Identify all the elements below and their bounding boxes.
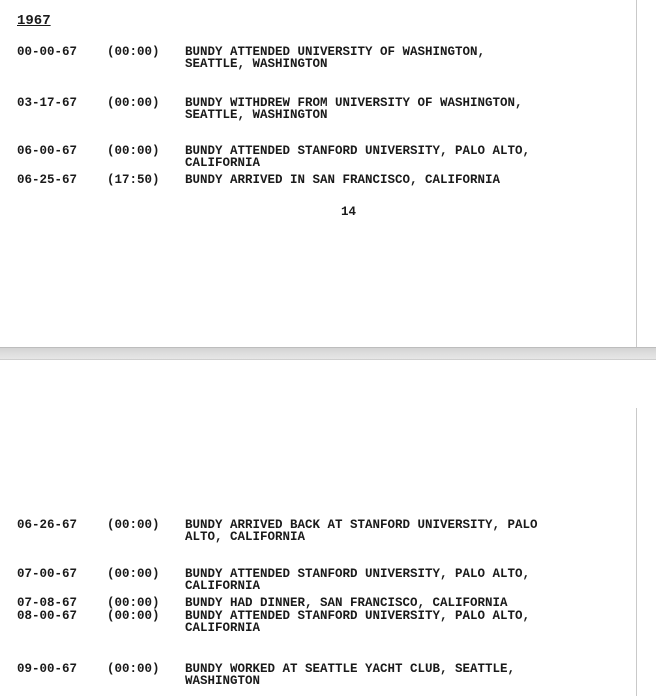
page-number: 14 bbox=[341, 205, 357, 219]
entry-time: (17:50) bbox=[107, 173, 160, 187]
entry-date: 06-26-67 bbox=[17, 518, 78, 532]
entry-date: 06-25-67 bbox=[17, 173, 78, 187]
entry-line: CALIFORNIA bbox=[185, 621, 261, 635]
entry-time: (00:00) bbox=[107, 567, 160, 581]
entry-line: BUNDY ARRIVED BACK AT STANFORD UNIVERSITY, PALO bbox=[185, 518, 538, 532]
entry-description bbox=[185, 97, 523, 121]
entry-line: WASHINGTON bbox=[185, 674, 261, 688]
timeline-entry bbox=[17, 610, 647, 670]
entry-time: (00:00) bbox=[107, 662, 160, 676]
entry-description bbox=[185, 174, 500, 186]
entry-date: 03-17-67 bbox=[17, 96, 78, 110]
entry-line: SEATTLE, WASHINGTON bbox=[185, 57, 328, 71]
entry-line: CALIFORNIA bbox=[185, 156, 261, 170]
entry-line: BUNDY ATTENDED STANFORD UNIVERSITY, PALO ALTO, bbox=[185, 609, 531, 623]
entry-time: (00:00) bbox=[107, 45, 160, 59]
entry-line: BUNDY ARRIVED IN SAN FRANCISCO, CALIFORNIA bbox=[185, 173, 501, 187]
entry-date: 08-00-67 bbox=[17, 609, 78, 623]
entry-description bbox=[185, 519, 538, 543]
year-heading: 1967 bbox=[17, 13, 51, 29]
entry-line: ALTO, CALIFORNIA bbox=[185, 530, 306, 544]
entry-time: (00:00) bbox=[107, 144, 160, 158]
entry-description bbox=[185, 568, 530, 592]
entry-line: BUNDY ATTENDED STANFORD UNIVERSITY, PALO ALTO, bbox=[185, 567, 531, 581]
entry-date: 06-00-67 bbox=[17, 144, 78, 158]
entry-line: SEATTLE, WASHINGTON bbox=[185, 108, 328, 122]
entry-description bbox=[185, 46, 485, 70]
entry-date: 00-00-67 bbox=[17, 45, 78, 59]
timeline-entry bbox=[17, 174, 647, 234]
entry-time: (00:00) bbox=[107, 596, 160, 610]
document-page-1 bbox=[0, 0, 656, 347]
entry-description bbox=[185, 610, 530, 634]
document-page-2 bbox=[0, 360, 656, 696]
entry-description bbox=[185, 663, 515, 687]
entry-line: CALIFORNIA bbox=[185, 579, 261, 593]
entry-line: BUNDY ATTENDED UNIVERSITY OF WASHINGTON, bbox=[185, 45, 486, 59]
entry-time: (00:00) bbox=[107, 609, 160, 623]
entry-line: BUNDY WITHDREW FROM UNIVERSITY OF WASHINGTON, bbox=[185, 96, 523, 110]
entry-line: BUNDY ATTENDED STANFORD UNIVERSITY, PALO ALTO, bbox=[185, 144, 531, 158]
entry-date: 09-00-67 bbox=[17, 662, 78, 676]
entry-time: (00:00) bbox=[107, 96, 160, 110]
entry-line: BUNDY WORKED AT SEATTLE YACHT CLUB, SEATTLE, bbox=[185, 662, 516, 676]
entry-description bbox=[185, 145, 530, 169]
timeline-entry bbox=[17, 663, 647, 696]
entry-date: 07-00-67 bbox=[17, 567, 78, 581]
entry-time: (00:00) bbox=[107, 518, 160, 532]
entry-description bbox=[185, 597, 508, 609]
page-separator bbox=[0, 347, 656, 360]
entry-line: BUNDY HAD DINNER, SAN FRANCISCO, CALIFORNIA bbox=[185, 596, 508, 610]
entry-date: 07-08-67 bbox=[17, 596, 78, 610]
